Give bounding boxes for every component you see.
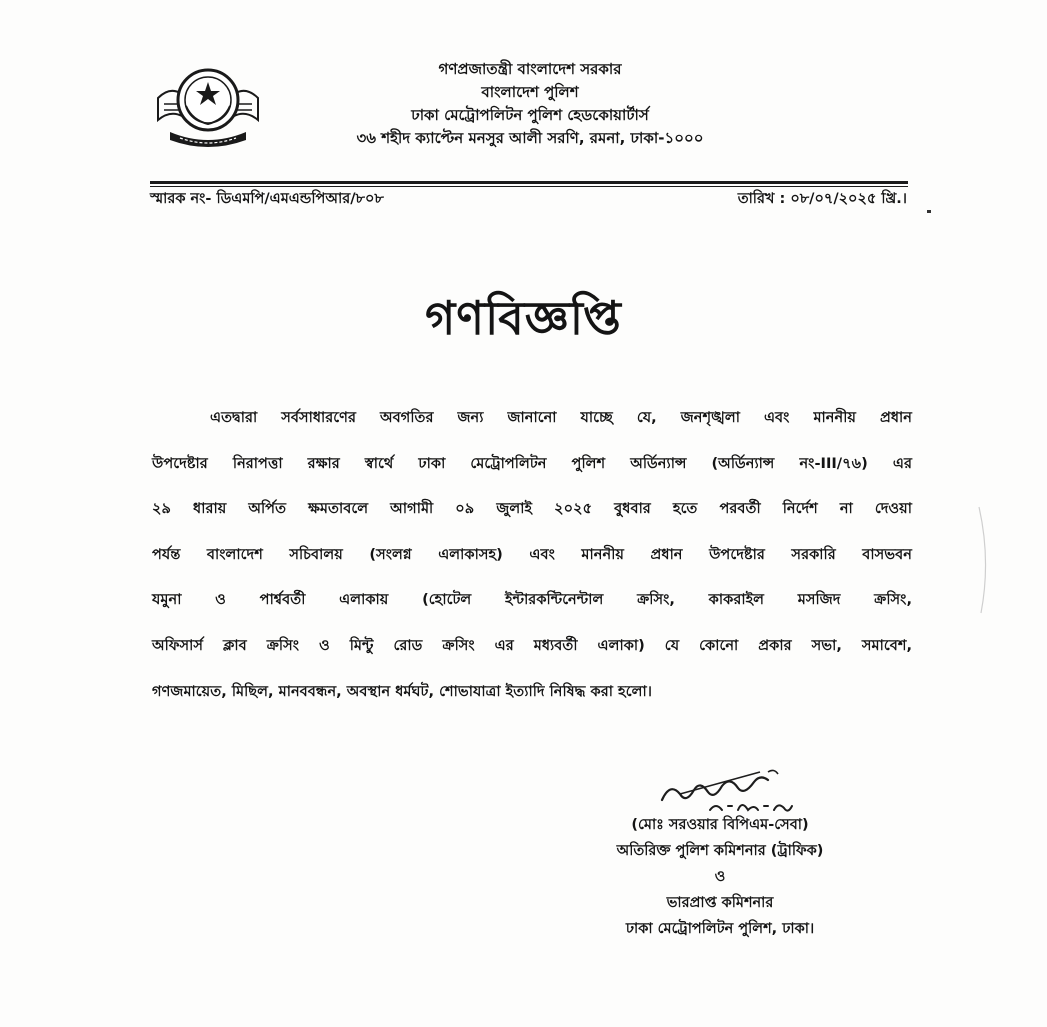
police-emblem-icon bbox=[152, 58, 264, 148]
paper-edge-shadow bbox=[975, 505, 995, 615]
letterhead-department: বাংলাদেশ পুলিশ bbox=[481, 83, 579, 101]
body-line: যমুনা ও পার্শ্ববর্তী এলাকায় (হোটেল ইন্টারকন্টিনেন্টাল ক্রসিং, কাকরাইল মসজিদ ক্রসিং, bbox=[152, 591, 912, 609]
handwritten-signature bbox=[650, 760, 840, 820]
letterhead-address: ৩৬ শহীদ ক্যাপ্টেন মনসুর আলী সরণি, রমনা, ঢাকা-১০০০ bbox=[356, 129, 704, 147]
signatory-name: (মোঃ সরওয়ার বিপিএম-সেবা) bbox=[631, 817, 809, 833]
signatory-block bbox=[560, 812, 880, 942]
signatory-role: ভারপ্রাপ্ত কমিশনার bbox=[666, 895, 774, 911]
signatory-conjunction: ও bbox=[714, 869, 726, 885]
header-divider-thin bbox=[150, 186, 908, 187]
letterhead-office: ঢাকা মেট্রোপলিটন পুলিশ হেডকোয়ার্টার্স bbox=[411, 106, 649, 124]
header-divider bbox=[150, 181, 908, 184]
body-line: এতদ্বারা সর্বসাধারণের অবগতির জন্য জানানো যাচ্ছে যে, জনশৃঙ্খলা এবং মাননীয় প্রধান bbox=[210, 409, 912, 426]
letterhead bbox=[300, 58, 760, 150]
body-line: গণজমায়েত, মিছিল, মানববন্ধন, অবস্থান ধর্মঘট, শোভাযাত্রা ইত্যাদি নিষিদ্ধ করা হলো। bbox=[152, 682, 652, 700]
signatory-designation: অতিরিক্ত পুলিশ কমিশনার (ট্রাফিক) bbox=[616, 843, 824, 859]
body-line: উপদেষ্টার নিরাপত্তা রক্ষার স্বার্থে ঢাকা মেট্রোপলিটন পুলিশ অর্ডিন্যান্স (অর্ডিন্যান্স নং-III/৭৬) এর bbox=[152, 454, 912, 472]
letterhead-government: গণপ্রজাতন্ত্রী বাংলাদেশ সরকার bbox=[438, 60, 622, 78]
memo-number: স্মারক নং- ডিএমপি/এমএন্ডপিআর/৮০৮ bbox=[150, 191, 384, 207]
body-line: পর্যন্ত বাংলাদেশ সচিবালয় (সংলগ্ন এলাকাসহ) এবং মাননীয় প্রধান উপদেষ্টার সরকারি বাসভবন bbox=[152, 545, 912, 563]
body-line: ২৯ ধারায় অর্পিত ক্ষমতাবলে আগামী ০৯ জুলাই ২০২৫ বুধবার হতে পরবর্তী নির্দেশ না দেওয়া bbox=[152, 500, 912, 518]
signatory-office: ঢাকা মেট্রোপলিটন পুলিশ, ঢাকা। bbox=[625, 921, 815, 937]
body-line: অফিসার্স ক্লাব ক্রসিং ও মিন্টু রোড ক্রসিং এর মধ্যবর্তী এলাকা) যে কোনো প্রকার সভা, সমাবেশ, bbox=[152, 636, 912, 654]
notice-title: গণবিজ্ঞপ্তি bbox=[425, 291, 622, 345]
scan-mark bbox=[927, 210, 931, 213]
notice-body bbox=[152, 395, 912, 714]
memo-date: তারিখ : ০৮/০৭/২০২৫ খ্রি.। bbox=[737, 191, 907, 207]
